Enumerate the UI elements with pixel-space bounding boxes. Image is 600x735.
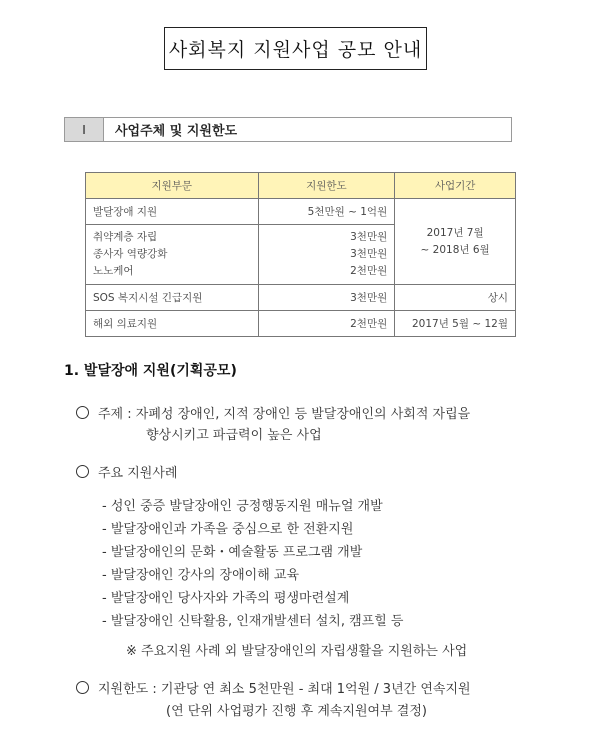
cell-limit: 5천만원 ~ 1억원 [258, 199, 395, 225]
cell-limit [258, 225, 395, 285]
topic-continuation: 향상시키고 파급력이 높은 사업 [146, 428, 322, 443]
list-item: - 발달장애인 신탁활용, 인재개발센터 설치, 캠프힐 등 [102, 614, 404, 629]
document-title [164, 27, 427, 70]
cell-period: 상시 [395, 285, 516, 311]
period-line: ~ 2018년 6월 [420, 243, 490, 256]
limit-line: 3천만원 [350, 231, 388, 243]
category-line: 노노케어 [93, 265, 134, 277]
circle-bullet-icon [76, 681, 89, 694]
topic-text: 주제 : 자폐성 장애인, 지적 장애인 등 발달장애인의 사회적 자립을 [98, 407, 471, 422]
cell-limit: 2천만원 [258, 311, 395, 337]
cell-category: SOS 복지시설 긴급지원 [86, 285, 259, 311]
table-row [86, 199, 516, 225]
circle-bullet-icon [76, 406, 89, 419]
limit-continuation: (연 단위 사업평가 진행 후 계속지원여부 결정) [166, 704, 427, 719]
cases-label: 주요 지원사례 [98, 466, 178, 481]
section-header [64, 117, 512, 142]
list-item: - 발달장애인과 가족을 중심으로 한 전환지원 [102, 522, 354, 537]
cell-period [395, 199, 516, 285]
topic-line [76, 403, 470, 422]
list-item: - 발달장애인의 문화・예술활동 프로그램 개발 [102, 545, 363, 560]
circle-bullet-icon [76, 465, 89, 478]
table-row [86, 285, 516, 311]
cases-line [76, 462, 177, 481]
table-header-row [86, 173, 516, 199]
limit-line [76, 678, 471, 697]
cell-period: 2017년 5월 ~ 12월 [395, 311, 516, 337]
header-period: 사업기간 [395, 173, 516, 199]
category-line: 종사자 역량강화 [93, 248, 168, 260]
section-title: 사업주체 및 지원한도 [115, 124, 238, 139]
table-row [86, 311, 516, 337]
header-limit: 지원한도 [258, 173, 395, 199]
list-item: - 발달장애인 강사의 장애이해 교육 [102, 568, 300, 583]
limit-line: 2천만원 [350, 265, 388, 277]
cell-category: 발달장애 지원 [86, 199, 259, 225]
list-item: - 성인 중증 발달장애인 긍정행동지원 매뉴얼 개발 [102, 499, 383, 514]
cell-category: 해외 의료지원 [86, 311, 259, 337]
section-number: Ⅰ [65, 118, 104, 141]
document-title-text: 사회복지 지원사업 공모 안내 [168, 39, 423, 61]
category-line: 취약계층 자립 [93, 231, 158, 243]
period-line: 2017년 7월 [426, 226, 484, 239]
cases-note: ※ 주요지원 사례 외 발달장애인의 자립생활을 지원하는 사업 [126, 644, 468, 659]
cell-category [86, 225, 259, 285]
list-item: - 발달장애인 당사자와 가족의 평생마련설계 [102, 591, 350, 606]
cell-limit: 3천만원 [258, 285, 395, 311]
limit-text: 지원한도 : 기관당 연 최소 5천만원 - 최대 1억원 / 3년간 연속지원 [98, 682, 471, 697]
support-table [85, 172, 516, 337]
subsection-heading: 1. 발달장애 지원(기획공모) [64, 363, 237, 379]
limit-line: 3천만원 [350, 248, 388, 260]
header-category: 지원부문 [86, 173, 259, 199]
